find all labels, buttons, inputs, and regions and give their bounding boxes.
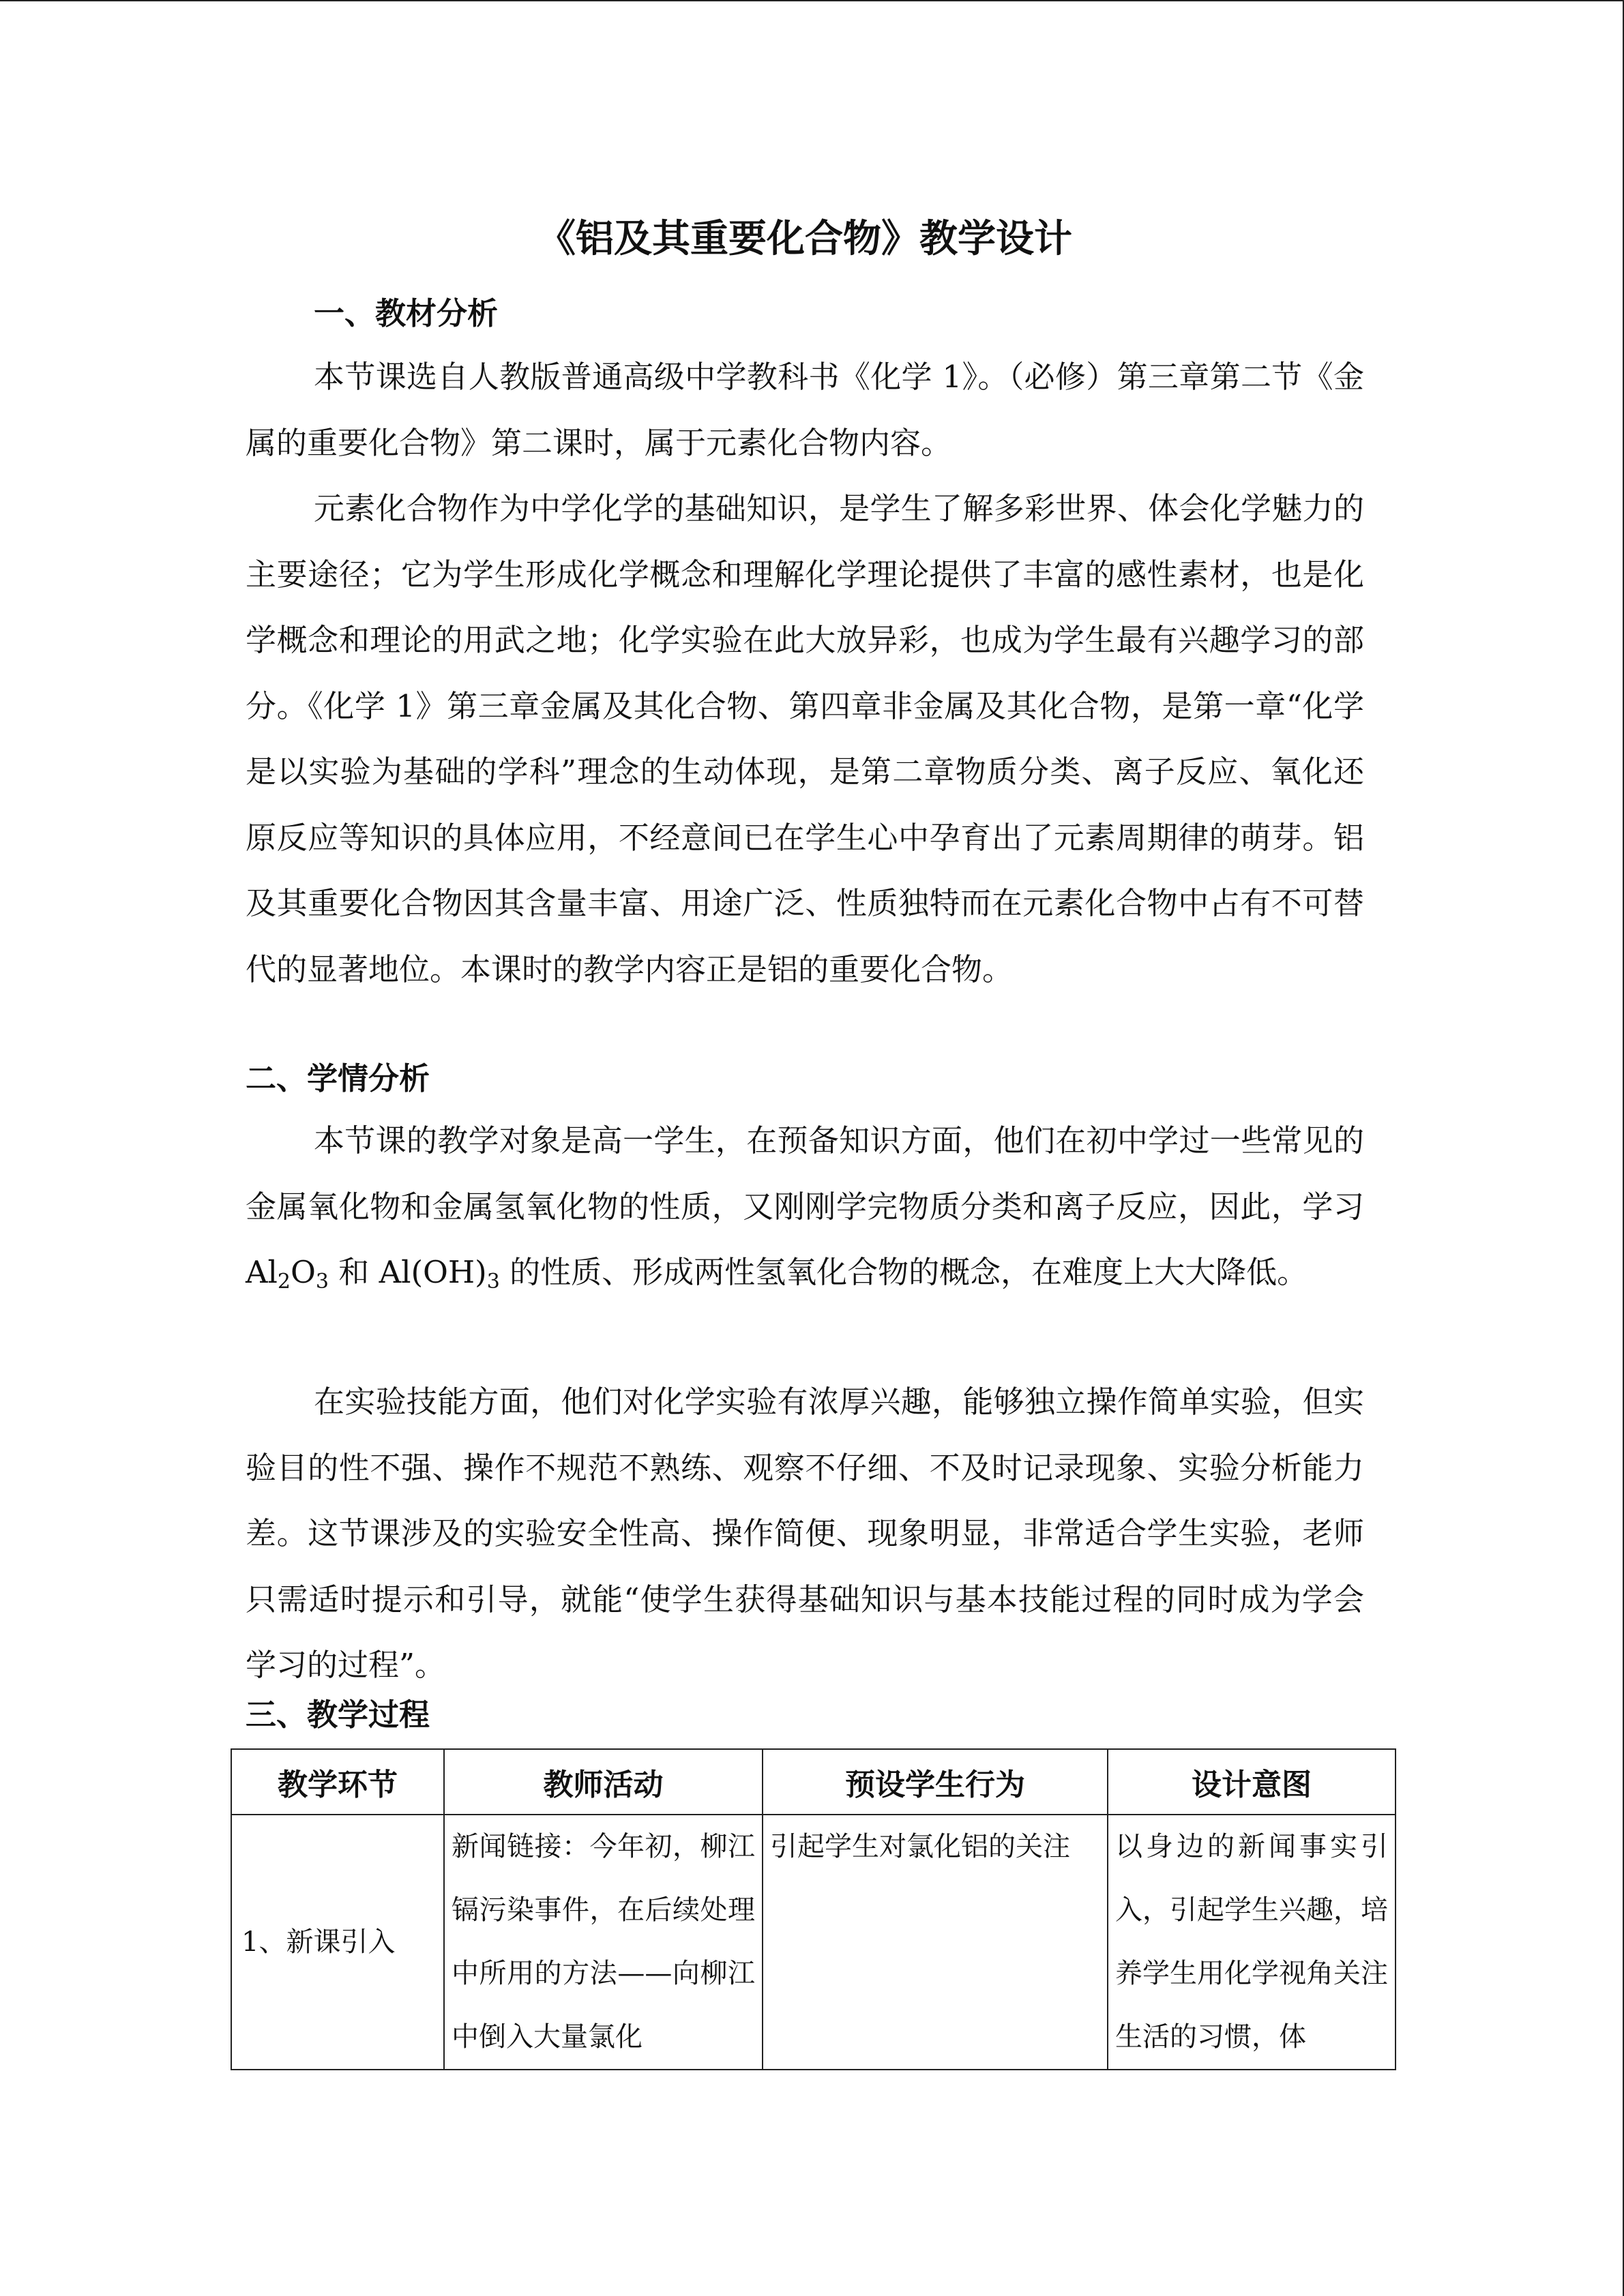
column-header-teacher-activity: 教师活动 — [444, 1749, 763, 1815]
subscript: 3 — [315, 1270, 329, 1294]
paragraph-textbook-significance: 元素化合物作为中学化学的基础知识，是学生了解多彩世界、体会化学魅力的主要途径；它为学生形成化学概念和理解化学理论提供了丰富的感性素材，也是化学概念和理论的用武之地；化学实验在此大放异彩，也成为学生最有兴趣学习的部分。《化学 1》第三章金属及其化合物、第四章非金属及其化合物，是第一章“化学是以实验为基础的学科”理念的生动体现，是第二章物质分类、离子反应、氧化还原反应等知识的具体应用，不经意间已在学生心中孕育出了元素周期律的萌芽。铝及其重要化合物因其含量丰富、用途广泛、性质独特而在元素化合物中占有不可替代的显著地位。本课时的教学内容正是铝的重要化合物。 — [246, 490, 1364, 987]
table-row — [231, 1815, 1396, 2070]
teaching-process-table — [231, 1748, 1396, 2070]
section-heading-textbook-analysis: 一、教材分析 — [314, 295, 499, 331]
cell-stage: 1、新课引入 — [231, 1815, 444, 2070]
subscript: 2 — [277, 1270, 291, 1294]
section-heading-student-analysis: 二、学情分析 — [246, 1060, 430, 1097]
text-segment: O — [290, 1254, 316, 1290]
text-segment: 的性质、形成两性氢氧化合物的概念，在难度上大大降低。 — [499, 1254, 1308, 1290]
cell-design-intent: 以身边的新闻事实引入，引起学生兴趣，培养学生用化学视角关注生活的习惯，体 — [1108, 1815, 1396, 2070]
column-header-design-intent: 设计意图 — [1108, 1749, 1396, 1815]
cell-teacher-activity: 新闻链接：今年初，柳江镉污染事件，在后续处理中所用的方法——向柳江中倒入大量氯化 — [444, 1815, 763, 2070]
document-title: 《铝及其重要化合物》教学设计 — [537, 216, 1072, 261]
section-heading-teaching-process: 三、教学过程 — [246, 1697, 430, 1733]
page-border-top — [0, 0, 1624, 1]
text-segment: 本节课的教学对象是高一学生，在预备知识方面，他们在初中学过一些常见的金属氧化物和金属氢氧化物的性质，又刚刚学完物质分类和离子反应，因此，学习 Al — [246, 1122, 1364, 1290]
table-header-row — [231, 1749, 1396, 1815]
paragraph-textbook-source: 本节课选自人教版普通高级中学教科书《化学 1》。（必修）第三章第二节《金属的重要化合物》第二课时，属于元素化合物内容。 — [246, 359, 1364, 461]
column-header-stage: 教学环节 — [231, 1749, 444, 1815]
cell-student-behavior: 引起学生对氯化铝的关注 — [763, 1815, 1108, 2070]
paragraph-student-skills: 在实验技能方面，他们对化学实验有浓厚兴趣，能够独立操作简单实验，但实验目的性不强、操作不规范不熟练、观察不仔细、不及时记录现象、实验分析能力差。这节课涉及的实验安全性高、操作简便、现象明显，非常适合学生实验，老师只需适时提示和引导，就能“使学生获得基础知识与基本技能过程的同时成为学会学习的过程”。 — [246, 1384, 1364, 1683]
paragraph-student-knowledge — [246, 1108, 1364, 1306]
column-header-student-behavior: 预设学生行为 — [763, 1749, 1108, 1815]
text-segment: 和 Al(OH) — [328, 1254, 487, 1290]
subscript: 3 — [486, 1270, 500, 1294]
